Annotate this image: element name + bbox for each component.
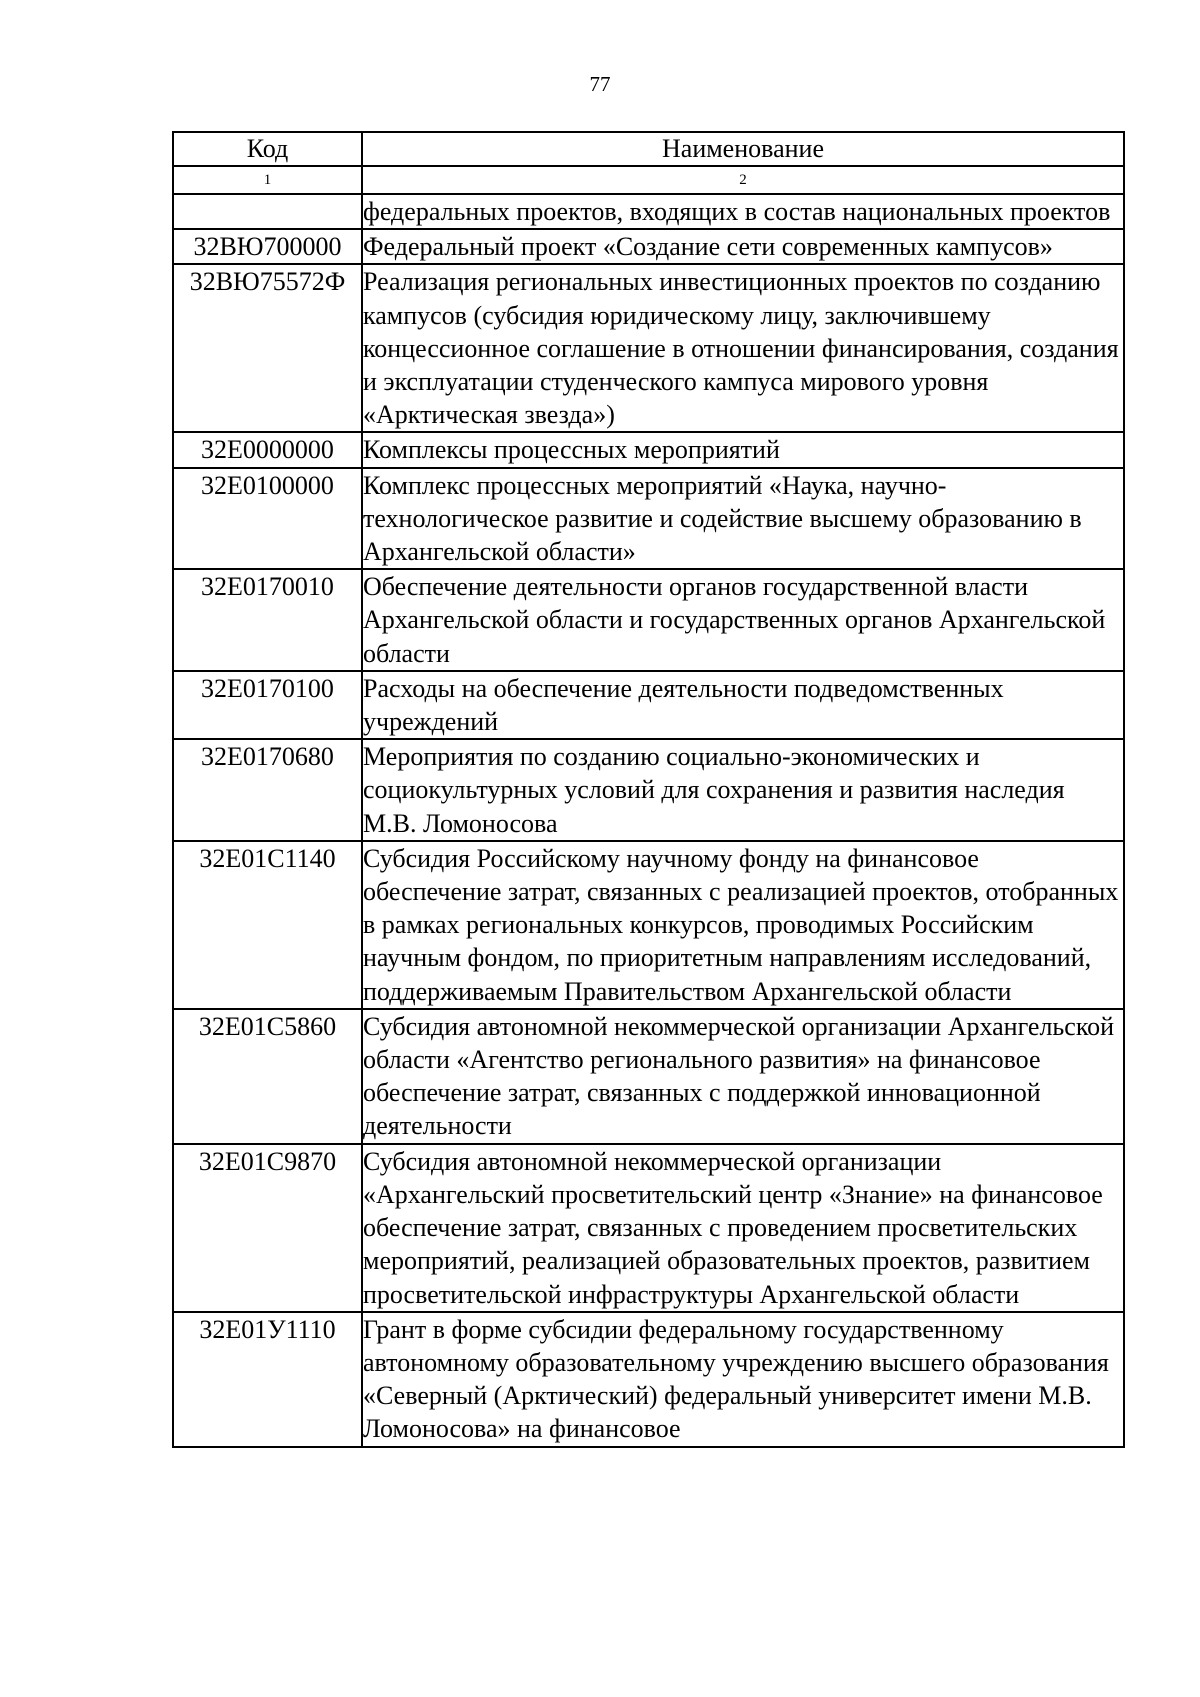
row-name: Расходы на обеспечение деятельности подведомственных учреждений [362, 671, 1124, 739]
table-row [173, 671, 1124, 739]
table-row [173, 569, 1124, 671]
table-row [173, 432, 1124, 467]
page-number: 77 [589, 72, 611, 96]
row-code [173, 194, 362, 229]
row-name: Обеспечение деятельности органов государственной власти Архангельской области и государственных органов Архангельской области [362, 569, 1124, 671]
table-row [173, 229, 1124, 264]
budget-classification-table [172, 131, 1125, 1448]
row-name: Мероприятия по созданию социально-экономических и социокультурных условий для сохранения и развития наследия М.В. Ломоносова [362, 739, 1124, 841]
row-code: 32Е0000000 [173, 432, 362, 467]
row-name: Комплекс процессных мероприятий «Наука, научно-технологическое развитие и содействие высшему образованию в Архангельской области» [362, 468, 1124, 570]
table-row [173, 739, 1124, 841]
table-row [173, 1312, 1124, 1447]
row-code: 32Е01У1110 [173, 1312, 362, 1447]
row-name: Субсидия автономной некоммерческой организации Архангельской области «Агентство регионального развития» на финансовое обеспечение затрат, связанных с поддержкой инновационной деятельности [362, 1009, 1124, 1144]
table-header-row [173, 132, 1124, 166]
row-code: 32Е0170100 [173, 671, 362, 739]
table-row [173, 264, 1124, 432]
row-name: Реализация региональных инвестиционных проектов по созданию кампусов (субсидия юридическому лицу, заключившему концессионное соглашение в отношении финансирования, создания и эксплуатации студенческого кампуса мирового уровня «Арктическая звезда») [362, 264, 1124, 432]
row-name: федеральных проектов, входящих в состав национальных проектов [362, 194, 1124, 229]
row-name: Субсидия Российскому научному фонду на финансовое обеспечение затрат, связанных с реализацией проектов, отобранных в рамках региональных конкурсов, проводимых Российским научным фондом, по приоритетным направлениям исследований, поддерживаемым Правительством Архангельской области [362, 841, 1124, 1009]
table-row [173, 194, 1124, 229]
row-name: Комплексы процессных мероприятий [362, 432, 1124, 467]
table-row [173, 1144, 1124, 1312]
row-code: 32Е01С1140 [173, 841, 362, 1009]
row-name: Федеральный проект «Создание сети современных кампусов» [362, 229, 1124, 264]
row-code: 32ВЮ75572Ф [173, 264, 362, 432]
table-row [173, 468, 1124, 570]
header-name: Наименование [362, 132, 1124, 166]
column-number-row [173, 166, 1124, 194]
row-code: 32ВЮ700000 [173, 229, 362, 264]
column-number-name: 2 [362, 166, 1124, 194]
row-code: 32Е0100000 [173, 468, 362, 570]
column-number-code: 1 [173, 166, 362, 194]
row-code: 32Е01С5860 [173, 1009, 362, 1144]
row-name: Грант в форме субсидии федеральному государственному автономному образовательному учреждению высшего образования «Северный (Арктический) федеральный университет имени М.В. Ломоносова» на финансовое [362, 1312, 1124, 1447]
table-row [173, 841, 1124, 1009]
row-code: 32Е0170680 [173, 739, 362, 841]
row-code: 32Е01С9870 [173, 1144, 362, 1312]
header-code: Код [173, 132, 362, 166]
table-row [173, 1009, 1124, 1144]
row-name: Субсидия автономной некоммерческой организации «Архангельский просветительский центр «Знание» на финансовое обеспечение затрат, связанных с проведением просветительских мероприятий, реализацией образовательных проектов, развитием просветительской инфраструктуры Архангельской области [362, 1144, 1124, 1312]
row-code: 32Е0170010 [173, 569, 362, 671]
